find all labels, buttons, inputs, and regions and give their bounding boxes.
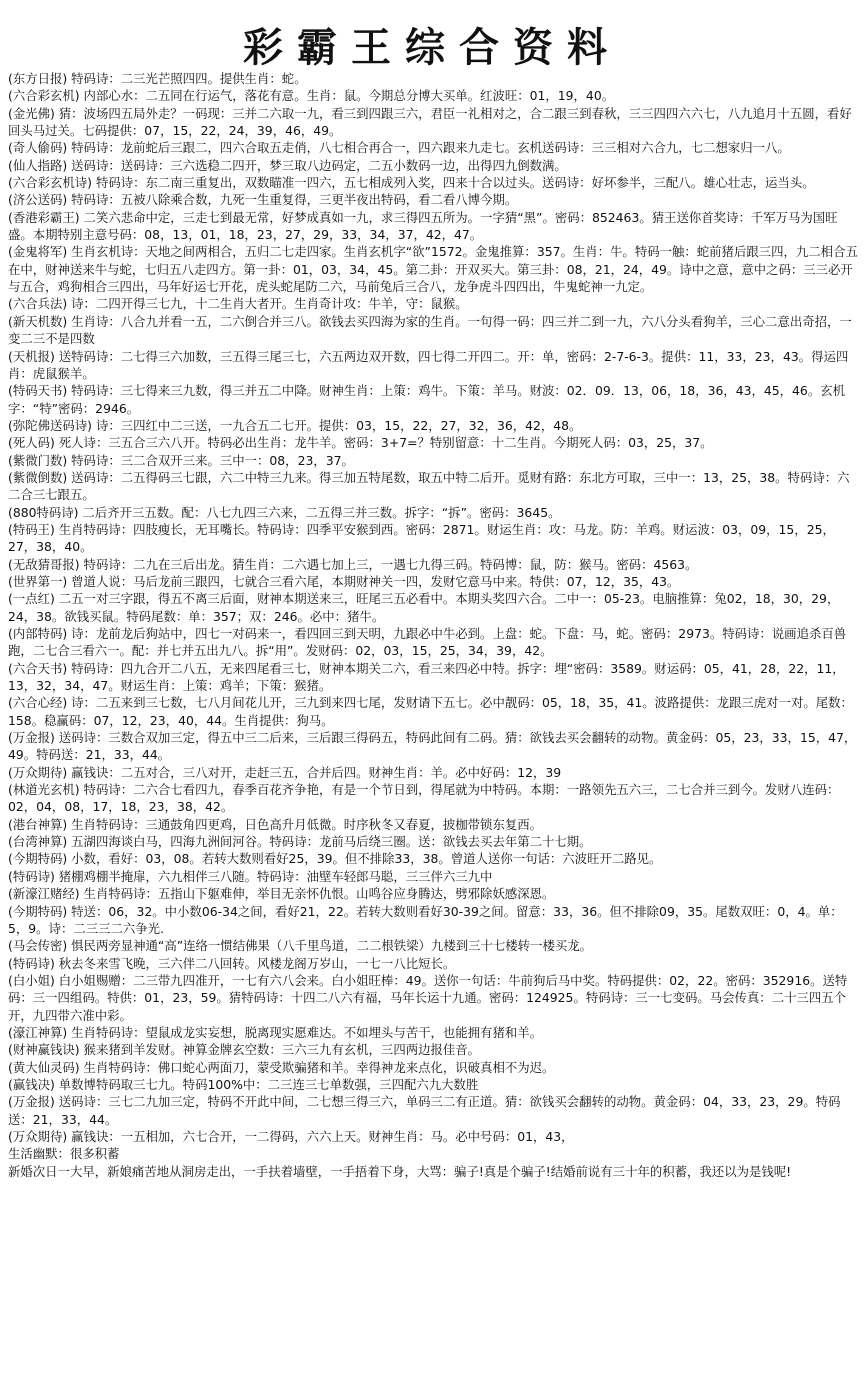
entry-29: (港台神算) 生肖特码诗：三通鼓角四更鸡，日色高升月低微。时序秋冬又春夏，披枷带锁东复西。 xyxy=(8,816,543,832)
entry-39: (财神赢钱诀) 猴来猪到羊发财。神算金牌玄空数：三六三九有玄机，三四两边报佳音。 xyxy=(8,1042,481,1058)
entry-17: (紫微倒数) 送码诗：二五得码三七跟，六二中特三九来。得三加五特尾数，取五中特二后开。觅财有路：东北方可取，三中一：13，25，38。特码诗：六二合三七跟五。 xyxy=(8,469,850,503)
entry-8: (香港彩霸王) 二笑六悲命中定，三走七到最无常，好梦成真如一九，求三得四五所为。一字猜“黑”。密码：852463。猜王送你首奖诗：千军万马为国旺盛。本期特别主意号码：08，13，01，18，23，27，29，33，34，37，42，47。 xyxy=(8,209,838,243)
page-title: 彩霸王综合资料 xyxy=(243,24,621,71)
entry-11: (新天机数) 生肖诗：八合九并看一五，二六倒合并三八。欲钱去买四海为家的生肖。一句得一码：四三并二到一九，六八分头看狗羊，三心二意出奇招，一变二三不是四数 xyxy=(8,313,852,347)
entry-36: (特码诗) 秋去冬来雪飞晚，三六伴二八回转。风楼龙阁万岁山，一七一八比短长。 xyxy=(8,955,456,971)
entry-7: (济公送码) 特码诗：五被八除乘合数，九死一生重复得，三更半夜出特码，看二看八博今期。 xyxy=(8,192,518,208)
entry-33: (新濠江赌经) 生肖特码诗：五指山下躯难伸，举目无亲怀仇恨。山鸣谷应身腾达，劈邪除妖感深恩。 xyxy=(8,886,555,902)
entry-2: (六合彩玄机) 内部心水：二五同在行运气，落花有意。生肖：鼠。今期总分博大买单。红波旺：01，19，40。 xyxy=(8,88,615,104)
entry-25: (六合心经) 诗：二五来到三七数，七八月间花儿开，三九到来四七尾，发财请下五七。必中靓码：05，18，35，41。波路提供：龙跟三虎对一对。尾数：158。稳赢码：07，12，23，40，44。生肖提供：狗马。 xyxy=(8,695,853,728)
entry-21: (世界第一) 曾道人说：马后龙前三跟四，七就合三看六尾，本期财神关一四，发财它意马中来。特供：07，12，35，43。 xyxy=(8,573,680,589)
entry-28: (林道光玄机) 特码诗：二六合七看四九，春季百花齐争艳，有是一个节日到，得尾就为中特码。本期：一路领先五六三，二七合并三到今。发财八连码：02，04，08，17，18，23，38，42。 xyxy=(8,782,840,815)
entry-37: (白小姐) 白小姐赐赠：二三带九四准开，一七有六八会来。白小姐旺棒：49。送你一句话：牛前狗后马中奖。特码提供：02，22。密码：352916。送特码：三一四组码。特供：01，23，59。猜特码诗：十四二八六有福，马年长运十九通。密码：124925。特码诗：三一七变码。马会传真：二十三四五个开，九四带六准中彩。 xyxy=(8,972,848,1023)
entry-41: (赢钱决) 单数博特码取三七九。特码100%中：二三连三七单数强，三四配六九大数胜 xyxy=(8,1076,479,1092)
entry-20: (无敌猜哥报) 特码诗：二九在三后出龙。猜生肖：二六遇七加上三，一遇七九得三码。特码博：鼠，防：猴马。密码：4563。 xyxy=(8,556,698,572)
entry-43: (万众期待) 赢钱诀：一五相加，六七合开，一二得码，六六上天。财神生肖：马。必中号码：01，43， xyxy=(8,1128,574,1144)
entry-40: (黄大仙灵码) 生肖特码诗：佛口蛇心两面刀，蒙受欺骗猪和羊。幸得神龙来点化，识破真相不为迟。 xyxy=(8,1059,555,1075)
entry-6: (六合彩玄机诗) 特码诗：东二南三重复出，双数瞄准一四六，五七相成列入奖，四来十合以过头。送码诗：好坏参半，三配八。雄心壮志，运当头。 xyxy=(8,175,815,191)
entry-5: (仙人指路) 送码诗：送码诗：三六选稳二四开，梦三取八边码定，二五小数码一边，出得四九倒数满。 xyxy=(8,157,567,173)
entry-22: (一点红) 二五一对三字跟，得五不离三后面，财神本期送来三，旺尾三五必看中。本期头奖四六合。二中一：05-23。电脑推算：兔02，18，30，29，24，38。欲钱买鼠。特码尾数：单：357；双：246。必中：猪牛。 xyxy=(8,591,840,624)
entry-38: (濠江神算) 生肖特码诗：望鼠成龙实妄想，脱离现实愿难达。不如埋头与苦干，也能拥有猪和羊。 xyxy=(8,1024,543,1040)
entry-16: (紫微门数) 特码诗：三二合双开三来。三中一：08，23，37。 xyxy=(8,452,354,468)
entry-31: (今期特码) 小数，看好：03，08。若转大数则看好25，39。但不排除33，38。曾道人送你一句话：六波旺开二路见。 xyxy=(8,851,662,867)
entry-10: (六合兵法) 诗：二四开得三七九，十二生肖大者开。生肖奇计攻：牛羊，守：鼠猴。 xyxy=(8,296,468,312)
entry-42: (万金报) 送码诗：三七二九加三定，特码不开此中间，二七想三得三六，单码三二有正道。猜：欲钱买会翻转的动物。黄金码：04，33，23，29。特码送：21，33，44。 xyxy=(8,1094,841,1127)
entry-45: 新婚次日一大早，新娘痛苦地从洞房走出，一手扶着墙壁，一手捂着下身，大骂：骗子!真是个骗子!结婚前说有三十年的积蓄，我还以为是钱呢! xyxy=(8,1163,792,1179)
entry-35: (马会传密) 惧民两旁显神通“高”连络一惯结佛果（八千里鸟道，二二根铁梁）九楼到三十七楼转一楼买龙。 xyxy=(8,938,593,954)
entry-30: (台湾神算) 五湖四海谈白马，四海九洲间河谷。特码诗：龙前马后绕三圈。送：欲钱去买去年第二十七期。 xyxy=(8,834,592,850)
entry-1: (东方日报) 特码诗：二三光芒照四四。提供生肖：蛇。 xyxy=(8,71,307,86)
entry-3: (金光佛) 猜：波场四五局外走？一码现：三并二六取一九，看三到四跟三六，君臣一礼相对之，合二跟三到春秋，三三四四六六七，八九追月十五圆，看好回头马过关。七码提供：07，15，22，24，39，46，49。 xyxy=(8,105,852,139)
entry-4: (奇人偷码) 特码诗：龙前蛇后三跟二，四六合取五走俏，八七相合再合一，四六跟来九走七。玄机送码诗：三三相对六合九，七二想家归一八。 xyxy=(8,140,790,156)
article-body xyxy=(8,70,860,1180)
entry-34: (今期特码) 特送：06，32。中小数06-34之间，看好21，22。若转大数则看好30-39之间。留意：33，36。但不排除09，35。尾数双旺：0，4。单：5，9。诗：二三三二六争光. xyxy=(8,903,843,936)
entry-14: (弥陀佛送码诗) 诗：三四红中二三送，一九合五二七开。提供：03，15，22，27，32，36，42，48。 xyxy=(8,417,582,433)
entry-32: (特码诗) 猪棚鸡棚半掩扉，六九相伴三八随。特码诗：油壁车轻郎马聪，三三伴六三九中 xyxy=(8,868,493,884)
entry-19: (特码王) 生肖特码诗：四肢瘦长，无耳嘴长。特码诗：四季平安猴到西。密码：2871。财运生肖：攻：马龙。防：羊鸡。财运波：03，09，15，25，27，38，40。 xyxy=(8,521,835,555)
entry-24: (六合天书) 特码诗：四九合开二八五，无来四尾看三七，财神本期关二六，看三来四必中特。拆字：埋“密码：3589。财运码：05，41，28，22，11，13，32，34，47。财运生肖：上策：鸡羊；下策：猴猪。 xyxy=(8,660,845,694)
entry-44: 生活幽默：很多积蓄 xyxy=(8,1146,120,1162)
entry-13: (特码天书) 特码诗：三七得来三九数，得三并五二中降。财神生肖：上策：鸡牛。下策：羊马。财波：02．09．13，06，18，36，43，45，46。玄机字：“特”密码：2946。 xyxy=(8,383,845,416)
entry-15: (死人码) 死人诗：三五合三六八开。特码必出生肖：龙牛羊。密码：3+7=？特别留意：十二生肖。今期死人码：03，25，37。 xyxy=(8,435,713,451)
entry-23: (内部特码) 诗：龙前龙后狗站中，四七一对码来一，看四回三到天明，九跟必中牛必到。上盘：蛇。下盘：马，蛇。密码：2973。特码诗：说画追杀百兽跑，二七合三看六一。配：并七并五出九八。拆“用”。发财码：02，03，15，25，34，39，42。 xyxy=(8,626,847,659)
entry-9: (金鬼将军) 生肖玄机诗：天地之间两相合，五归二七走四家。生肖玄机字“欲”1572。金鬼推算：357。生肖：牛。特码一触：蛇前猪后跟三四，九二相合五在中，财神送来牛与蛇，七归五八走四方。第一卦：01，03，34，45。第二卦：开双买大。第三卦：08，21，24，49。诗中之意，意中之码：三三必开与五合，鸡狗相合三四出，马年好运七开花，虎头蛇尾防二六，马前兔后三合八，龙争虎斗四四出，牛鬼蛇神一九定。 xyxy=(8,244,858,295)
entry-26: (万金报) 送码诗：三数合双加三定，得五中三二后来，三后跟三得码五，特码此间有二码。猜：欲钱去买会翻转的动物。黄金码：05，23，33，15，47，49。特码送：21，33，44。 xyxy=(8,730,857,763)
entry-12: (天机报) 送特码诗：二七得三六加数，三五得三尾三七，六五两边双开数，四七得二开四二。开：单，密码：2-7-6-3。提供：11，33，23，43。得运四肖：虎鼠猴羊。 xyxy=(8,348,849,381)
entry-27: (万众期待) 赢钱诀：二五对合，三八对开，走赶三五，合并后四。财神生肖：羊。必中好码：12，39 xyxy=(8,764,562,780)
entry-18: (880特码诗) 二后齐开三五数。配：八七九四三六来，二五得三并三数。拆字：“拆”。密码：3645。 xyxy=(8,504,561,520)
